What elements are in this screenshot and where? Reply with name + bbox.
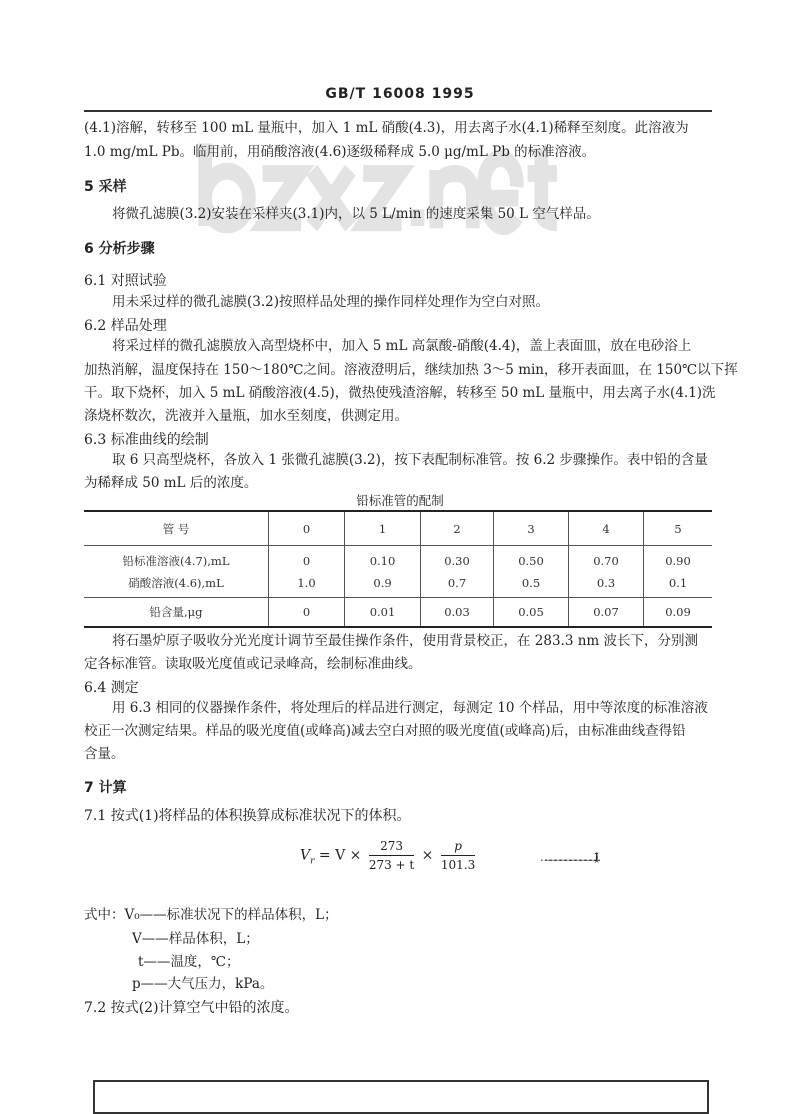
table-cell: 0.30 xyxy=(444,553,470,568)
table-title: 铅标准管的配制 xyxy=(356,493,444,508)
paragraph-line: 干。取下烧杯，加入 5 mL 硝酸溶液(4.5)，微热使残渣溶解，转移至 50 mL 量瓶中，用去离子水(4.1)洗 xyxy=(84,385,716,401)
paragraph-line: 用未采过样的微孔滤膜(3.2)按照样品处理的操作同样处理作为空白对照。 xyxy=(112,294,550,310)
table-cell: 0.70 xyxy=(593,553,619,568)
paragraph-line: 定各标准管。读取吸光度值或记录峰高，绘制标准曲线。 xyxy=(84,656,422,672)
header-rule xyxy=(84,110,712,112)
table-cell: 0.01 xyxy=(345,598,421,628)
subsection-heading: 6.4 测定 xyxy=(84,680,139,696)
where-item: V——样品体积，L； xyxy=(132,931,259,947)
table-cell: 0.05 xyxy=(494,598,569,628)
formula-number: ……………………………(1) xyxy=(540,851,593,864)
table-header-cell: 管 号 xyxy=(84,511,269,546)
paragraph-line: 取 6 只高型烧杯，各放入 1 张微孔滤膜(3.2)，按下表配制标准管。按 6.2 步骤操作。表中铅的含量 xyxy=(112,452,708,468)
table-row xyxy=(84,598,712,628)
row-label: 硝酸溶液(4.6),mL xyxy=(128,575,224,590)
lead-standard-table xyxy=(84,510,712,628)
subsection-heading: 7.2 按式(2)计算空气中铅的浓度。 xyxy=(84,1000,299,1016)
subsection-heading: 6.3 标准曲线的绘制 xyxy=(84,432,209,448)
row-label: 铅标准溶液(4.7),mL xyxy=(122,553,230,568)
table-header-cell: 4 xyxy=(569,511,644,546)
paragraph-line: 涤烧杯数次，洗液并入量瓶，加水至刻度，供测定用。 xyxy=(84,408,408,424)
where-item: t——温度，℃； xyxy=(138,954,240,970)
table-header-cell: 0 xyxy=(269,511,345,546)
paragraph-line: 为稀释成 50 mL 后的浓度。 xyxy=(84,475,258,491)
table-header-cell: 3 xyxy=(494,511,569,546)
table-header-row xyxy=(84,511,712,546)
section-heading: 6 分析步骤 xyxy=(84,241,155,257)
paragraph-line: 将微孔滤膜(3.2)安装在采样夹(3.1)内，以 5 L/min 的速度采集 50 L 空气样品。 xyxy=(112,206,600,222)
subsection-heading: 6.2 样品处理 xyxy=(84,318,167,334)
section-heading: 5 采样 xyxy=(84,179,127,195)
table-cell: 0.1 xyxy=(668,575,688,590)
where-item: p——大气压力，kPa。 xyxy=(132,976,274,992)
subsection-heading: 6.1 对照试验 xyxy=(84,273,167,289)
fraction: $\frac{273}{273 + t}$ xyxy=(368,839,415,872)
formula-box xyxy=(93,1080,709,1114)
formula-1: $V_r = V$ × $\frac{273}{273 + t}$ × $\frac{p}{101.3}$ xyxy=(300,839,476,872)
table-cell: 0.3 xyxy=(596,575,616,590)
paragraph-line: 含量。 xyxy=(84,746,125,762)
intro-line: (4.1)溶解，转移至 100 mL 量瓶中，加入 1 mL 硝酸(4.3)，用去离子水(4.1)稀释至刻度。此溶液为 xyxy=(84,120,689,136)
table-cell: 0.03 xyxy=(421,598,494,628)
paragraph-line: 用 6.3 相同的仪器操作条件，将处理后的样品进行测定，每测定 10 个样品，用中等浓度的标准溶液 xyxy=(112,700,708,716)
section-heading: 7 计算 xyxy=(84,780,127,796)
table-cell: 0 xyxy=(269,598,345,628)
table-cell: 0.90 xyxy=(665,553,691,568)
paragraph-line: 将石墨炉原子吸收分光光度计调节至最佳操作条件，使用背景校正，在 283.3 nm 波长下，分别测 xyxy=(112,633,699,649)
row-label: 铅含量,μg xyxy=(84,598,269,628)
table-cell: 0.50 xyxy=(518,553,544,568)
table-header-cell: 1 xyxy=(345,511,421,546)
fraction: $\frac{p}{101.3}$ xyxy=(440,839,476,872)
subsection-heading: 7.1 按式(1)将样品的体积换算成标准状况下的体积。 xyxy=(84,808,411,824)
table-row xyxy=(84,546,712,598)
table-cell: 1.0 xyxy=(297,575,316,590)
table-header-cell: 5 xyxy=(644,511,713,546)
table-cell: 0 xyxy=(302,553,311,568)
paragraph-line: 校正一次测定结果。样品的吸光度值(或峰高)减去空白对照的吸光度值(或峰高)后，由标准曲线查得铅 xyxy=(84,723,686,739)
where-item: 式中：V₀——标准状况下的样品体积，L； xyxy=(84,907,338,923)
table-header-cell: 2 xyxy=(421,511,494,546)
table-cell: 0.07 xyxy=(569,598,644,628)
table-cell: 0.09 xyxy=(644,598,713,628)
table-cell: 0.5 xyxy=(521,575,541,590)
table-cell: 0.9 xyxy=(373,575,392,590)
paragraph-line: 加热消解，温度保持在 150～180℃之间。溶液澄明后，继续加热 3～5 min，移开表面皿，在 150℃以下挥 xyxy=(84,362,738,378)
page-header: GB/T 16008 1995 xyxy=(325,86,475,102)
paragraph-line: 将采过样的微孔滤膜放入高型烧杯中，加入 5 mL 高氯酸-硝酸(4.4)，盖上表面皿，放在电砂浴上 xyxy=(112,338,692,354)
table-cell: 0.7 xyxy=(447,575,467,590)
intro-line: 1.0 mg/mL Pb。临用前，用硝酸溶液(4.6)逐级稀释成 5.0 μg/mL Pb 的标准溶液。 xyxy=(84,144,596,160)
table-cell: 0.10 xyxy=(369,553,396,568)
